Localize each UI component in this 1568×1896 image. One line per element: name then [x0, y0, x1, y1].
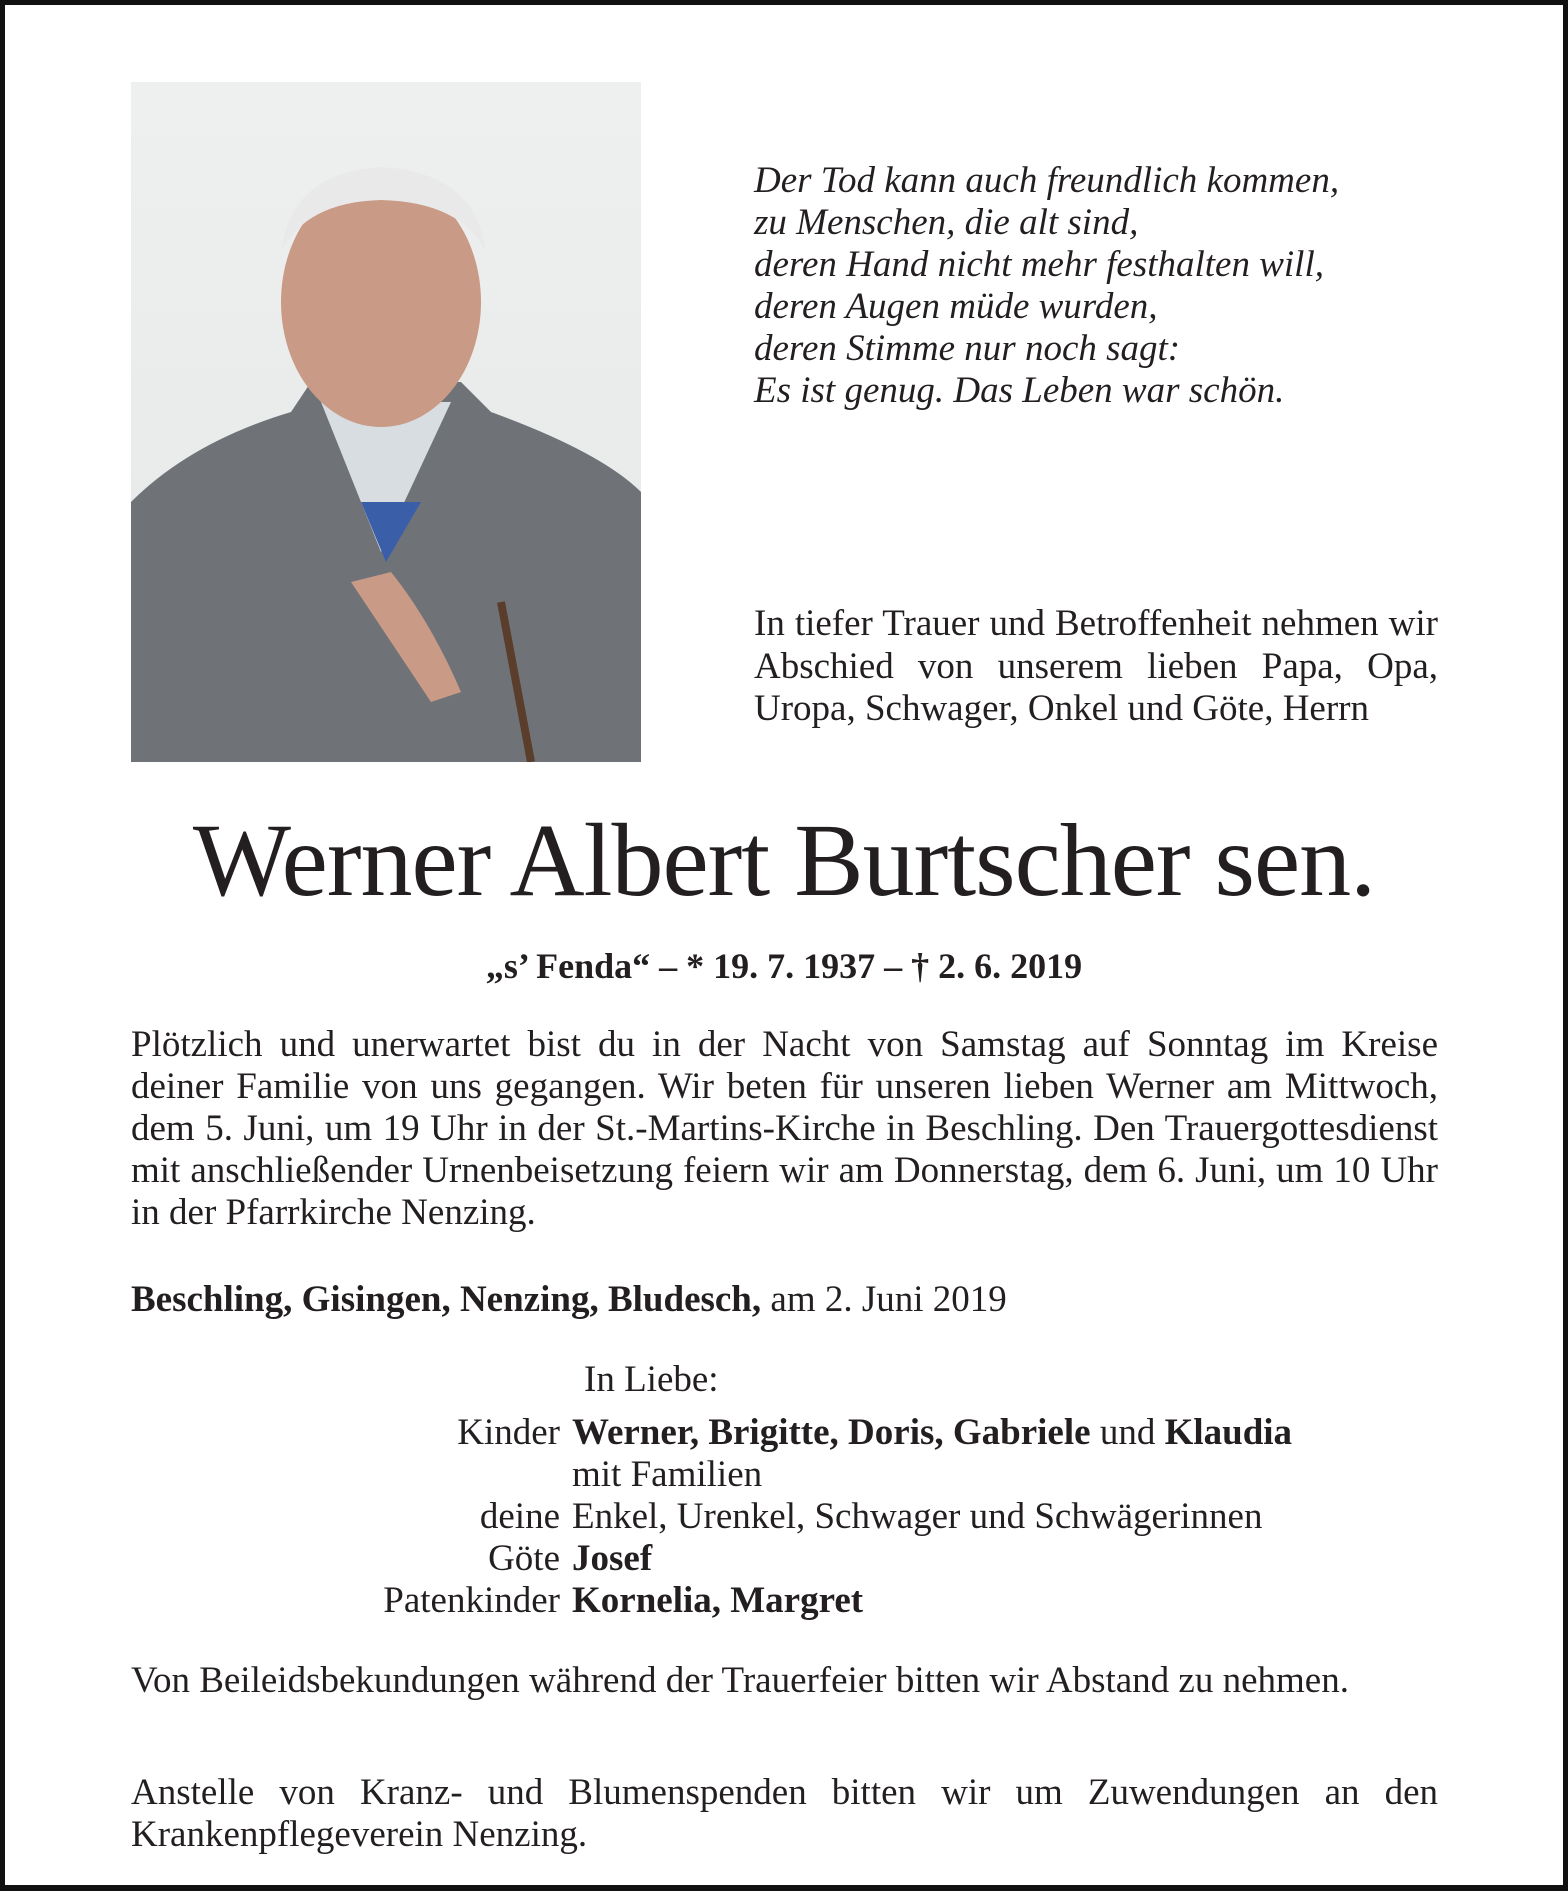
poem-line: zu Menschen, die alt sind, — [754, 202, 1139, 243]
mourner-label: Göte — [488, 1538, 560, 1579]
poem-line: deren Augen müde wurden, — [754, 286, 1158, 327]
donation-note: Anstelle von Kranz- und Blumenspenden bitten wir um Zuwendungen an den Krankenpflegeverein Nenzing. — [131, 1772, 1438, 1855]
mourner-names: Werner, Brigitte, Doris, Gabriele — [572, 1412, 1091, 1453]
mourner-names: Kornelia, Margret — [572, 1580, 864, 1621]
mourner-names: Enkel, Urenkel, Schwager und Schwägerinnen — [572, 1496, 1263, 1537]
places-date-line — [131, 1278, 1007, 1321]
conjunction: und — [1090, 1412, 1165, 1453]
mourner-label: Kinder — [457, 1412, 560, 1453]
in-liebe: In Liebe: — [584, 1359, 719, 1400]
poem-line: Es ist genug. Das Leben war schön. — [754, 370, 1285, 411]
announcement-paragraph: Plötzlich und unerwartet bist du in der Nacht von Samstag auf Sonntag im Kreise deiner Familie von uns gegangen. Wir beten für unseren lieben Werner am Mittwoch, dem 5. Juni, um 19 Uhr in der St.-Martins-Kirche in Beschling. Den Trauergottesdienst mit anschließender Urnenbeisetzung feiern wir am Donnerstag, dem 6. Juni, um 10 Uhr in der Pfarrkirche Nenzing. — [131, 1024, 1438, 1233]
intro-text: In tiefer Trauer und Betroffenheit nehmen wir Abschied von unserem lieben Papa, Opa, Uropa, Schwager, Onkel und Göte, Herrn — [754, 603, 1438, 729]
mourners-list — [0, 1412, 1292, 1622]
mourner-label: Patenkinder — [383, 1580, 560, 1621]
condolence-note: Von Beileidsbekundungen während der Trauerfeier bitten wir Abstand zu nehmen. — [131, 1660, 1349, 1701]
poem-line: deren Stimme nur noch sagt: — [754, 328, 1181, 369]
places: Beschling, Gisingen, Nenzing, Bludesch, — [131, 1279, 762, 1320]
mourner-names: Klaudia — [1164, 1412, 1293, 1453]
poem-line: deren Hand nicht mehr festhalten will, — [754, 244, 1324, 285]
poem-line: Der Tod kann auch freundlich kommen, — [754, 160, 1340, 201]
mourner-extra: mit Familien — [572, 1454, 763, 1495]
deceased-name: Werner Albert Burtscher sen. — [192, 803, 1376, 918]
mourner-label: deine — [479, 1496, 560, 1537]
mourner-names: Josef — [572, 1538, 653, 1579]
date: am 2. Juni 2019 — [761, 1279, 1007, 1320]
life-dates: „s’ Fenda“ – * 19. 7. 1937 – † 2. 6. 2019 — [485, 946, 1083, 986]
portrait-photo — [131, 82, 641, 762]
poem — [754, 160, 1339, 412]
